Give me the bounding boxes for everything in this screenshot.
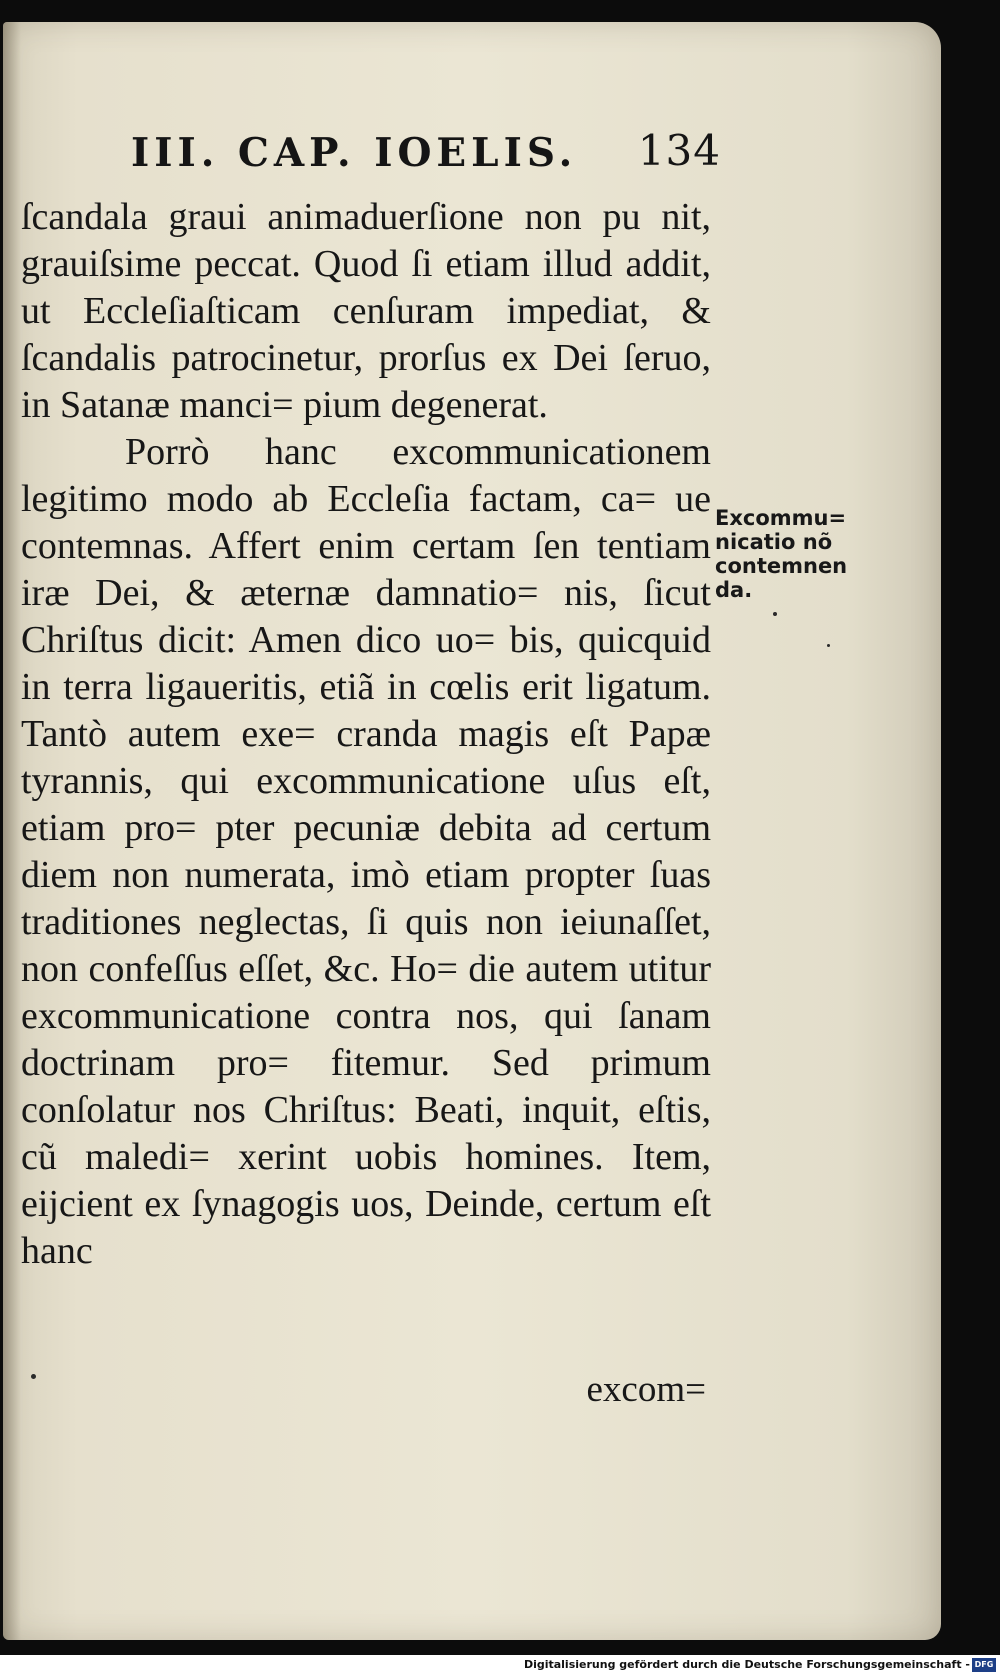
digitization-credit-text: Digitalisierung gefördert durch die Deutsche Forschungsgemeinschaft - — [523, 1658, 970, 1671]
ink-spot — [773, 612, 777, 616]
body-text — [21, 194, 711, 1275]
paragraph-2: Porrò hanc excommunicationem legitimo modo ab Eccleſia factam, ca= ue contemnas. Affert enim certam ſen tentiam iræ Dei, & æternæ damnatio= nis, ſicut Chriſtus dicit: Amen dico uo= bis, quicquid in terra ligaueritis, etiã in cœlis erit ligatum. Tantò autem exe= cranda magis eſt Papæ tyrannis, qui excommunicatione uſus eſt, etiam pro= pter pecuniæ debita ad certum diem non numerata, imò etiam propter ſuas traditiones neglectas, ſi quis non ieiunaſſet, non confeſſus eſſet, &c. Ho= die autem utitur excommunicatione contra nos, qui ſanam doctrinam pro= fitemur. Sed primum conſolatur nos Chriſtus: Beati, inquit, eſtis, cũ maledi= xerint uobis homines. Item, eijcient ex ſynagogis uos, Deinde, certum eſt hanc — [21, 431, 711, 1272]
marginal-note: Excommu= nicatio nõ contemnen da. — [715, 506, 848, 602]
digitization-credit-bar — [0, 1655, 1000, 1675]
running-head — [131, 122, 721, 182]
ink-spot — [31, 1374, 36, 1379]
catchword: excom= — [586, 1369, 706, 1410]
paragraph-1: ſcandala graui animaduerſione non pu nit, grauiſsime peccat. Quod ſi etiam illud addit, ut Eccleſiaſticam cenſuram impediat, & ſcandalis patrocinetur, prorſus ex Dei ſeruo, in Satanæ manci= pium degenerat. — [21, 196, 711, 426]
page-number: 134 — [637, 126, 721, 175]
running-head-title: III. CAP. IOELIS. — [131, 130, 578, 176]
book-page — [3, 22, 941, 1640]
dfg-logo-icon: DFG — [972, 1658, 996, 1672]
ink-spot — [827, 644, 830, 647]
